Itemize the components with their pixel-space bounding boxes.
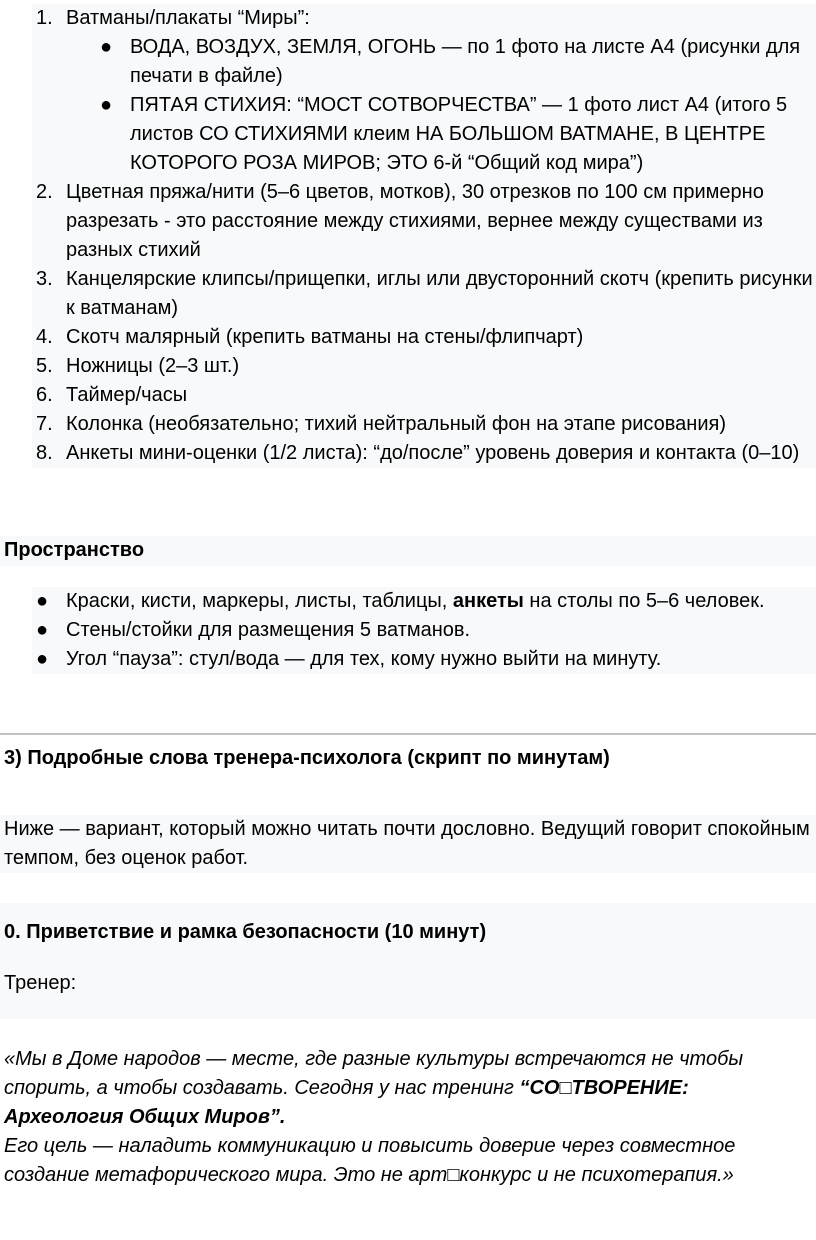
list-item <box>32 616 816 645</box>
sub-list-item-text: ПЯТАЯ СТИХИЯ: “МОСТ СОТВОРЧЕСТВА” — 1 фото лист А4 (итого 5 листов СО СТИХИЯМИ клеим НА БОЛЬШОМ ВАТМАНЕ, В ЦЕНТРЕ КОТОРОГО РОЗА МИРОВ; ЭТО 6-й “Общий код мира”) <box>130 94 788 174</box>
list-item <box>32 410 816 439</box>
list-item <box>32 4 816 33</box>
list-number: 2. <box>36 181 53 203</box>
bullet-icon: ● <box>36 648 49 670</box>
list-item-text: Канцелярские клипсы/прищепки, иглы или двусторонний скотч (крепить рисунки к ватманам) <box>66 268 813 319</box>
list-number: 5. <box>36 355 53 377</box>
bold-text: анкеты <box>452 590 524 612</box>
list-item-text: Анкеты мини-оценки (1/2 листа): “до/после” уровень доверия и контакта (0–10) <box>66 442 800 464</box>
materials-list <box>32 4 816 468</box>
section-heading: 0. Приветствие и рамка безопасности (10 минут) <box>0 903 816 961</box>
list-item-text: Колонка (необязательно; тихий нейтральный фон на этапе рисования) <box>66 413 727 435</box>
space-list <box>32 587 816 674</box>
list-item <box>32 645 816 674</box>
bullet-icon: ● <box>100 94 113 116</box>
list-item-text: Стены/стойки для размещения 5 ватманов. <box>66 619 471 641</box>
trainer-quote <box>4 1045 808 1190</box>
list-item-text: Краски, кисти, маркеры, листы, таблицы, <box>66 590 453 612</box>
sub-list-item-text: ВОДА, ВОЗДУХ, ЗЕМЛЯ, ОГОНЬ — по 1 фото на листе А4 (рисунки для печати в файле) <box>130 36 801 87</box>
list-number: 8. <box>36 442 53 464</box>
quote-text: «Мы в Доме народов — месте, где разные культуры встречаются не чтобы спорить, а чтобы создавать. Сегодня у нас тренинг <box>4 1048 744 1099</box>
list-item-text: Ватманы/плакаты “Миры”: <box>66 7 310 29</box>
list-number: 1. <box>36 7 53 29</box>
section-heading: 3) Подробные слова тренера-психолога (скрипт по минутам) <box>4 747 610 769</box>
list-item <box>32 352 816 381</box>
list-item-text: Скотч малярный (крепить ватманы на стены/флипчарт) <box>66 326 584 348</box>
list-item-text: Цветная пряжа/нити (5–6 цветов, мотков), 30 отрезков по 100 см примерно разрезать - это расстояние между стихиями, вернее между существами из разных стихий <box>66 181 764 261</box>
bullet-icon: ● <box>36 590 49 612</box>
list-number: 7. <box>36 413 53 435</box>
list-item-text: Таймер/часы <box>66 384 188 406</box>
sub-list <box>32 33 816 178</box>
space-heading: Пространство <box>0 536 816 566</box>
horizontal-divider <box>0 733 816 735</box>
sub-list-item <box>96 33 816 91</box>
quote-text: Его цель — наладить коммуникацию и повысить доверие через совместное создание метафорического мира. Это не арт□конкурс и не психотерапия.» <box>4 1135 736 1186</box>
list-item-text: на столы по 5–6 человек. <box>523 590 765 612</box>
list-item-text: Угол “пауза”: стул/вода — для тех, кому нужно выйти на минуту. <box>66 648 662 670</box>
list-item <box>32 439 816 468</box>
list-item <box>32 587 816 616</box>
intro-paragraph: Ниже — вариант, который можно читать почти дословно. Ведущий говорит спокойным темпом, без оценок работ. <box>0 815 816 873</box>
list-item <box>32 265 816 323</box>
bullet-icon: ● <box>100 36 113 58</box>
list-item <box>32 381 816 410</box>
speaker-label: Тренер: <box>0 961 816 1019</box>
list-number: 4. <box>36 326 53 348</box>
list-item-text: Ножницы (2–3 шт.) <box>66 355 240 377</box>
list-number: 3. <box>36 268 53 290</box>
list-item <box>32 323 816 352</box>
bullet-icon: ● <box>36 619 49 641</box>
list-item <box>32 178 816 265</box>
training-title: “СО□ТВОРЕНИЕ: Археология Общих Миров”. <box>4 1077 689 1128</box>
list-number: 6. <box>36 384 53 406</box>
sub-list-item <box>96 91 816 178</box>
